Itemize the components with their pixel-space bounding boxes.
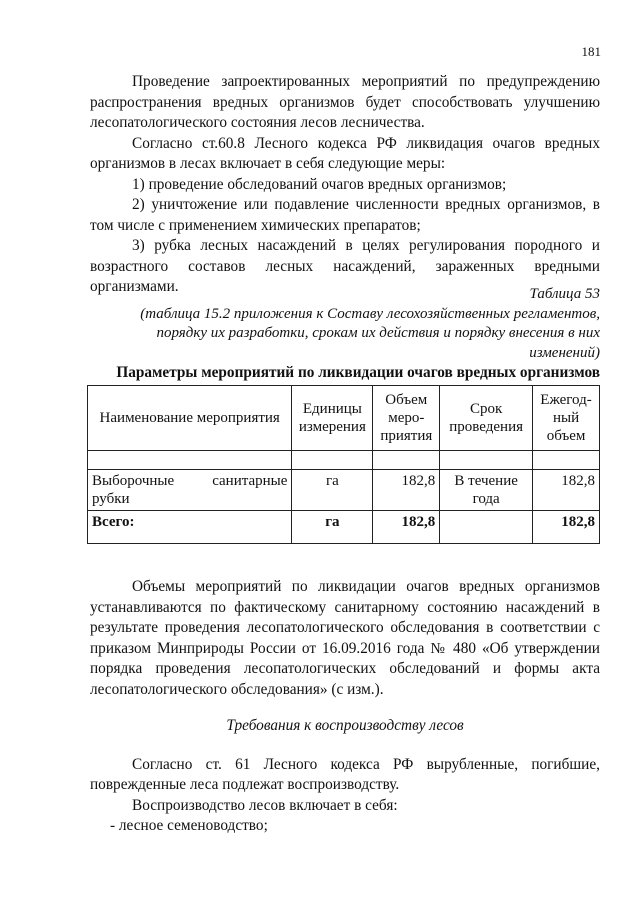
reproduction-paragraph-2: Воспроизводство лесов включает в себя: xyxy=(132,796,398,814)
row-name-cell xyxy=(88,470,292,511)
reproduction-list-item: - лесное семеноводство; xyxy=(110,817,268,834)
table-number: Таблица 53 xyxy=(529,286,600,302)
row-unit: га xyxy=(292,470,373,511)
header-term: Срок проведения xyxy=(440,386,533,451)
intro-paragraph-2: Согласно ст.60.8 Лесного кодекса РФ ликвидация очагов вредных организмов в лесах включает в себя следующие меры: xyxy=(90,134,600,172)
table-header-row xyxy=(88,386,600,451)
measure-item-2: 2) уничтожение или подавление численности вредных организмов, в том числе с применением химических препаратов; xyxy=(90,196,600,234)
reproduction-section xyxy=(90,716,600,837)
row-term: В течение года xyxy=(440,470,533,511)
total-term xyxy=(440,511,533,544)
measure-item-1: 1) проведение обследований очагов вредных организмов; xyxy=(132,175,507,193)
header-name: Наименование мероприятия xyxy=(88,386,292,451)
total-volume: 182,8 xyxy=(373,511,440,544)
reproduction-paragraph-1: Согласно ст. 61 Лесного кодекса РФ вырубленные, погибшие, поврежденные леса подлежат воспроизводству. xyxy=(90,755,600,793)
total-label: Всего: xyxy=(88,511,292,544)
table-caption-block xyxy=(90,285,600,383)
row-volume: 182,8 xyxy=(373,470,440,511)
header-annual: Ежегод-ный объем xyxy=(533,386,600,451)
section-heading: Требования к воспроизводству лесов xyxy=(226,717,464,734)
total-annual: 182,8 xyxy=(533,511,600,544)
row-name-right: санитарные xyxy=(212,473,288,489)
intro-paragraph-1: Проведение запроектированных мероприятий по предупреждению распространения вредных организмов будет способствовать улучшению лесопатологического состояния лесов лесничества. xyxy=(90,73,600,131)
table-total-row xyxy=(88,511,600,544)
row-name-left: Выборочные xyxy=(92,473,175,489)
header-volume: Объем меро-приятия xyxy=(373,386,440,451)
row-name-line2: рубки xyxy=(92,491,130,507)
intro-section xyxy=(90,72,600,298)
total-unit: га xyxy=(292,511,373,544)
row-name-line1 xyxy=(92,472,287,490)
page-number: 181 xyxy=(581,44,601,59)
table-row xyxy=(88,470,600,511)
volumes-paragraph: Объемы мероприятий по ликвидации очагов вредных организмов устанавливаются по фактическому санитарному состоянию насаждений в результате проведения лесопатологического обследования в соответствии с приказом Минприроды России от 16.09.2016 года № 480 «Об утверждении порядка проведения лесопатологических обследований и формы акта лесопатологического обследования» (с изм.). xyxy=(90,578,600,698)
table-title: Параметры мероприятий по ликвидации очагов вредных организмов xyxy=(116,364,600,381)
table-reference: (таблица 15.2 приложения к Составу лесохозяйственных регламентов, порядку их разработки, срокам их действия и порядку внесения в них изменений) xyxy=(140,305,600,361)
volumes-section xyxy=(90,577,600,700)
parameters-table xyxy=(87,385,600,544)
measure-item-3: 3) рубка лесных насаждений в целях регулирования породного и возрастного составов лесных насаждений, зараженных вредными организмами. xyxy=(90,237,600,295)
header-unit: Единицы измерения xyxy=(292,386,373,451)
table-spacer-row xyxy=(88,451,600,470)
row-annual: 182,8 xyxy=(533,470,600,511)
